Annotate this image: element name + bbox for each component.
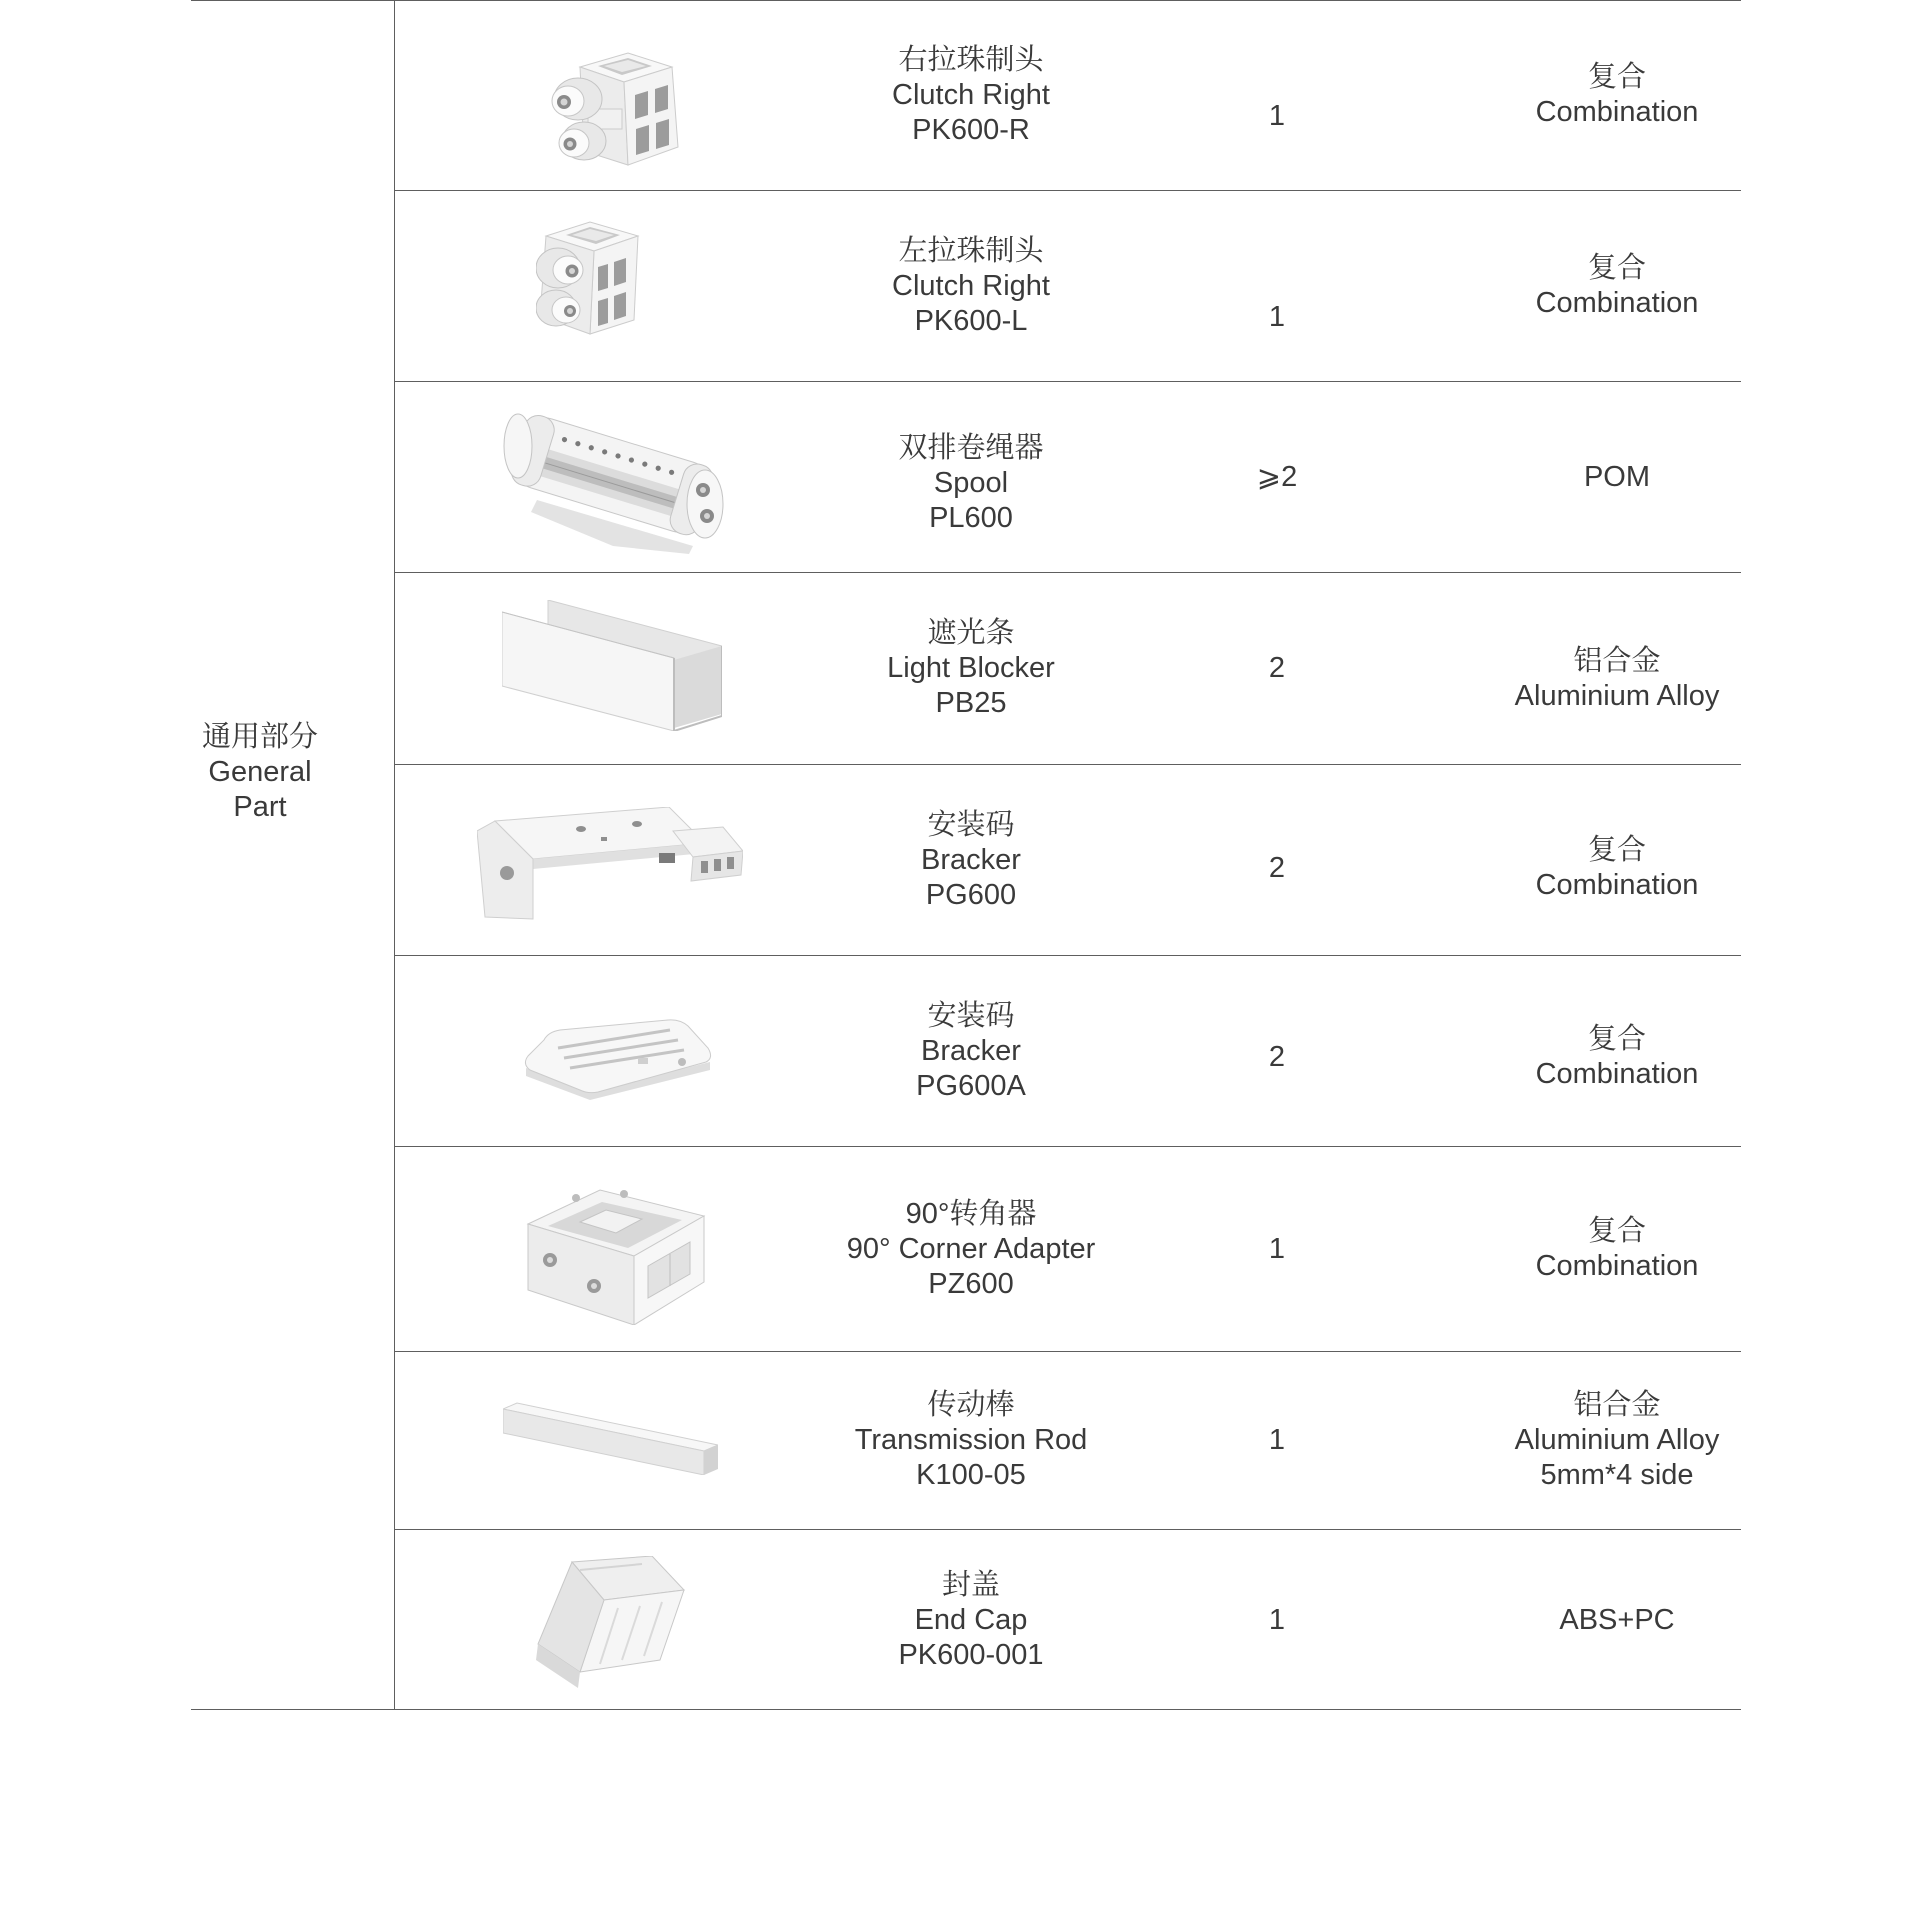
transmission-rod-icon: [503, 1401, 718, 1475]
part-name-en: Transmission Rod: [854, 1424, 1088, 1456]
part-name-zh: 传动棒: [927, 1389, 1015, 1421]
material-en: ABS+PC: [1559, 1603, 1675, 1636]
corner-adapter-icon: [520, 1186, 707, 1325]
part-model: K100-05: [916, 1459, 1026, 1491]
material-en: Combination: [1535, 287, 1699, 319]
parts-table: [191, 0, 1741, 1711]
quantity-value: ⩾2: [1256, 460, 1298, 493]
part-name: [826, 0, 1116, 190]
quantity-value: 1: [1268, 1603, 1286, 1636]
part-name: [826, 1147, 1116, 1351]
quantity-value: 1: [1268, 1424, 1286, 1456]
part-name-en: Spool: [933, 466, 1009, 499]
quantity-value: 2: [1268, 1040, 1286, 1073]
material-zh: 复合: [1587, 61, 1646, 93]
part-name-zh: 遮光条: [927, 617, 1015, 649]
quantity-value: 1: [1268, 1232, 1286, 1265]
part-quantity: [1116, 773, 1438, 963]
table-row: [394, 191, 1741, 382]
part-model: PL600: [929, 501, 1013, 534]
table-row: [394, 0, 1741, 191]
part-name-en: Bracker: [921, 1034, 1021, 1067]
material-zh: 铝合金: [1573, 644, 1661, 677]
part-material: [1497, 773, 1737, 963]
part-name-en: Bracker: [921, 843, 1021, 876]
part-quantity: [1116, 573, 1438, 764]
material-zh: 复合: [1587, 1023, 1646, 1055]
bracket-icon: [477, 807, 743, 921]
part-name-en: Light Blocker: [887, 652, 1055, 684]
material-zh: 复合: [1587, 252, 1646, 284]
part-name-zh: 右拉珠制头: [898, 43, 1044, 76]
table-row: [394, 1530, 1741, 1710]
table-row: [394, 1147, 1741, 1352]
quantity-value: 2: [1268, 851, 1286, 884]
part-model: PZ600: [928, 1267, 1014, 1300]
table-row: [394, 573, 1741, 765]
part-name-zh: 双排卷绳器: [898, 431, 1044, 464]
part-name-zh: 安装码: [927, 999, 1015, 1032]
group-label-en-2: Part: [233, 791, 287, 823]
table-row: [394, 1352, 1741, 1530]
part-name: [826, 191, 1116, 381]
part-name-en: Clutch Right: [892, 78, 1050, 111]
part-model: PK600-R: [912, 113, 1030, 146]
part-name-zh: 左拉珠制头: [898, 234, 1044, 267]
table-bottom-rule: [191, 1709, 1741, 1710]
part-name: [826, 765, 1116, 955]
part-quantity: [1116, 1147, 1438, 1351]
material-spec: 5mm*4 side: [1540, 1459, 1694, 1491]
part-name: [826, 1352, 1116, 1529]
part-name: [826, 573, 1116, 764]
quantity-value: 1: [1268, 99, 1286, 132]
part-name-en: Clutch Right: [892, 269, 1050, 302]
group-label: [191, 720, 329, 825]
clutch-left-icon: [536, 218, 678, 339]
part-material: [1497, 0, 1737, 190]
part-material: [1497, 962, 1737, 1152]
material-en: Combination: [1535, 869, 1699, 901]
material-en: Combination: [1535, 1058, 1699, 1090]
table-row: [394, 956, 1741, 1147]
part-model: PG600: [925, 878, 1017, 911]
part-name: [826, 956, 1116, 1146]
part-model: PK600-001: [898, 1638, 1044, 1671]
part-quantity: [1116, 1352, 1438, 1529]
material-en: Aluminium Alloy: [1514, 1424, 1720, 1456]
quantity-value: 1: [1268, 300, 1286, 333]
material-en: Combination: [1535, 96, 1699, 128]
part-model: PB25: [935, 687, 1007, 719]
group-label-zh: 通用部分: [201, 721, 318, 753]
material-en: Aluminium Alloy: [1514, 679, 1720, 712]
end-cap-icon: [534, 1556, 686, 1688]
part-quantity: [1116, 1530, 1438, 1710]
part-model: PK600-L: [914, 304, 1028, 337]
quantity-value: 2: [1268, 652, 1286, 684]
part-quantity: [1116, 21, 1438, 211]
material-en: POM: [1583, 460, 1651, 493]
material-zh: 铝合金: [1573, 1389, 1661, 1421]
part-name-zh: 封盖: [941, 1568, 1000, 1601]
part-name: [826, 388, 1116, 578]
part-model: PG600A: [916, 1069, 1026, 1102]
part-material: [1497, 191, 1737, 381]
part-quantity: [1116, 962, 1438, 1152]
group-label-en: General: [208, 756, 312, 788]
part-material: [1497, 1147, 1737, 1351]
part-name-en: End Cap: [914, 1603, 1028, 1636]
part-name: [826, 1530, 1116, 1710]
part-name-en: 90° Corner Adapter: [846, 1232, 1096, 1265]
part-material: [1497, 1530, 1737, 1710]
part-quantity: [1116, 382, 1438, 572]
material-en: Combination: [1535, 1250, 1699, 1282]
part-name-zh: 90°转角器: [905, 1197, 1037, 1230]
part-material: [1497, 1352, 1737, 1529]
part-name-zh: 安装码: [927, 808, 1015, 841]
light-blocker-icon: [502, 600, 722, 731]
material-zh: 复合: [1587, 1215, 1646, 1247]
part-material: [1497, 382, 1737, 572]
table-row: [394, 382, 1741, 573]
material-zh: 复合: [1587, 834, 1646, 866]
table-row: [394, 765, 1741, 956]
spool-icon: [497, 404, 725, 554]
bracket-plate-icon: [520, 1018, 715, 1103]
clutch-right-icon: [542, 49, 686, 172]
part-material: [1497, 583, 1737, 774]
